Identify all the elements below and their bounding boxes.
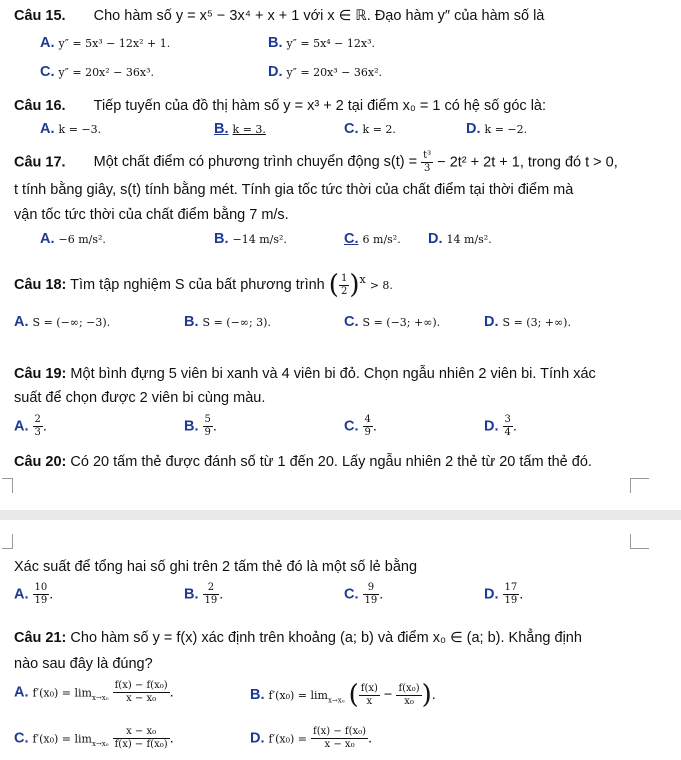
q15-option-b[interactable]: B. y″ = 5x⁴ − 12x³. xyxy=(268,35,375,51)
question-18: Câu 18: Tìm tập nghiệm S của bất phương trình ( $\frac{1}{2}$ )$^x$ > 8. xyxy=(14,270,393,300)
q15-label: Câu 15. xyxy=(14,8,66,24)
question-17: Câu 17. Một chất điểm có phương trình chuyển động s(t) = $\frac{\text{t³}}{3}$ − 2t² + 2t + 1, trong đó t > 0, xyxy=(14,150,618,174)
q21-option-b[interactable]: B. $f'(x_0) = \lim_{x\to x_0}$ ( $\frac{f(x)}{x}$ − $\frac{\text{f(x₀)}}{\text{x₀}}$ ). xyxy=(250,680,436,710)
q16-option-d[interactable]: D. k = −2. xyxy=(466,121,528,137)
q19-label: Câu 19: xyxy=(14,366,67,382)
question-16 xyxy=(14,98,546,114)
q16-option-b[interactable]: B. k = 3. xyxy=(214,121,266,137)
q16-text: Tiếp tuyến của đồ thị hàm số y = x³ + 2 tại điểm x₀ = 1 có hệ số góc là: xyxy=(93,98,547,114)
q20-option-d[interactable]: D. $\frac{17}{19}$ . xyxy=(484,582,524,606)
q15-option-c[interactable]: C. y″ = 20x² − 36x³. xyxy=(40,64,154,80)
q19-option-d[interactable]: D. $\frac{3}{4}$ . xyxy=(484,414,517,438)
q18-option-c[interactable]: C. S = (−3; +∞). xyxy=(344,314,441,330)
question-19: Câu 19: Một bình đựng 5 viên bi xanh và 4 viên bi đỏ. Chọn ngẫu nhiên 2 viên bi. Tính xác xyxy=(14,366,596,382)
q18-option-a[interactable]: A. S = (−∞; −3). xyxy=(14,314,111,330)
q17-text-line2: t tính bằng giây, s(t) tính bằng mét. Tính gia tốc tức thời của chất điểm tại thời điểm mà xyxy=(14,182,574,198)
q15-option-a[interactable]: A. y″ = 5x³ − 12x² + 1. xyxy=(40,35,171,51)
crop-mark xyxy=(630,534,649,549)
crop-mark xyxy=(2,478,13,493)
q18-option-d[interactable]: D. S = (3; +∞). xyxy=(484,314,571,330)
q21-option-a[interactable]: A. $f'(x_0) = \lim_{x\to x_0}$ $\frac{\text{f(x) − f(x₀)}}{\text{x − x₀}}$ . xyxy=(14,680,174,704)
q21-option-d[interactable]: D. f′(x₀) = $\frac{\text{f(x) − f(x₀)}}{\text{x − x₀}}$ . xyxy=(250,726,373,750)
q17-option-c[interactable]: C. 6 m/s². xyxy=(344,231,401,247)
q19-option-b[interactable]: B. $\frac{5}{9}$ . xyxy=(184,414,217,438)
q15-text: Cho hàm số y = x⁵ − 3x⁴ + x + 1 với x ∈ ℝ. Đạo hàm y″ của hàm số là xyxy=(93,8,545,24)
q20-option-c[interactable]: C. $\frac{9}{19}$ . xyxy=(344,582,384,606)
page-break xyxy=(0,510,681,520)
q19-text-line2: suất để chọn được 2 viên bi cùng màu. xyxy=(14,390,266,406)
q17-text-line3: vận tốc tức thời của chất điểm bằng 7 m/s. xyxy=(14,207,289,223)
question-15 xyxy=(14,8,544,24)
question-20: Câu 20: Có 20 tấm thẻ được đánh số từ 1 đến 20. Lấy ngẫu nhiên 2 thẻ từ 20 tấm thẻ đó. xyxy=(14,454,592,470)
q21-text-line2: nào sau đây là đúng? xyxy=(14,656,153,672)
q19-option-a[interactable]: A. $\frac{2}{3}$ . xyxy=(14,414,47,438)
q17-label: Câu 17. xyxy=(14,154,66,171)
q16-option-c[interactable]: C. k = 2. xyxy=(344,121,396,137)
q17-option-b[interactable]: B. −14 m/s². xyxy=(214,231,287,247)
q21-option-c[interactable]: C. $f'(x_0) = \lim_{x\to x_0}$ $\frac{\text{x − x₀}}{\text{f(x) − f(x₀)}}$ . xyxy=(14,726,174,750)
q18-option-b[interactable]: B. S = (−∞; 3). xyxy=(184,314,271,330)
q18-fraction: $\frac{1}{2}$ xyxy=(340,272,348,297)
crop-mark xyxy=(630,478,649,493)
q20-label: Câu 20: xyxy=(14,454,67,470)
q21-label: Câu 21: xyxy=(14,630,67,646)
q16-label: Câu 16. xyxy=(14,98,66,114)
q20-option-a[interactable]: A. $\frac{10}{19}$ . xyxy=(14,582,54,606)
q20-option-b[interactable]: B. $\frac{2}{19}$ . xyxy=(184,582,224,606)
q17-option-d[interactable]: D. 14 m/s². xyxy=(428,231,492,247)
q19-option-c[interactable]: C. $\frac{4}{9}$ . xyxy=(344,414,377,438)
q17-fraction: $\frac{\text{t³}}{3}$ xyxy=(423,150,432,174)
question-21: Câu 21: Cho hàm số y = f(x) xác định trên khoảng (a; b) và điểm x₀ ∈ (a; b). Khẳng định xyxy=(14,630,582,646)
crop-mark xyxy=(2,534,13,549)
q20-text-line2: Xác suất để tổng hai số ghi trên 2 tấm thẻ đó là một số lẻ bằng xyxy=(14,559,418,575)
q17-option-a[interactable]: A. −6 m/s². xyxy=(40,231,106,247)
q18-label: Câu 18: xyxy=(14,276,67,293)
q16-option-a[interactable]: A. k = −3. xyxy=(40,121,102,137)
q15-option-d[interactable]: D. y″ = 20x³ − 36x². xyxy=(268,64,382,80)
